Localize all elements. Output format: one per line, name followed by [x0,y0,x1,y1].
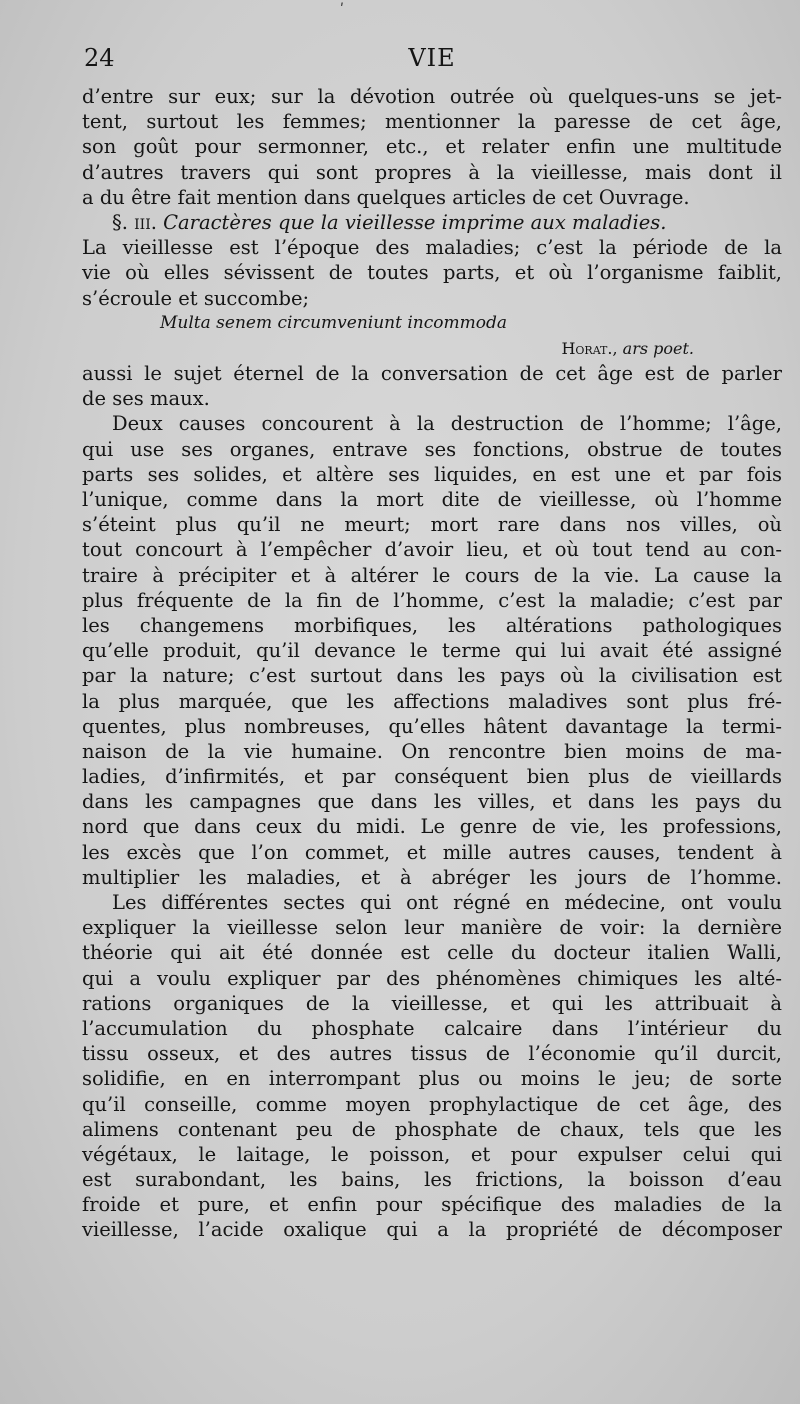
text-line: nord que dans ceux du midi. Le genre de vie, les professions, [82,815,782,839]
section-title: Caractères que la vieillesse imprime aux maladies. [163,210,667,234]
text-line: traire à précipiter et à altérer le cours de la vie. La cause la [82,563,782,587]
text-line: multiplier les maladies, et à abréger les jours de l’homme. [82,865,782,889]
text-line: qu’il conseille, comme moyen prophylactique de cet âge, des [82,1092,782,1116]
text-line: Les différentes sectes qui ont régné en médecine, ont voulu [112,891,782,914]
text-line: tent, surtout les femmes; mentionner la paresse de cet âge, [82,110,782,134]
text-line: d’autres travers qui sont propres à la vieillesse, mais dont il [82,160,782,184]
quote-attribution: Horat., ars poet. [561,338,694,358]
text-line: végétaux, le laitage, le poisson, et pour expulser celui qui [82,1142,782,1166]
text-line: qui a voulu expliquer par des phénomènes chimiques les alté- [82,966,782,990]
text-line: aussi le sujet éternel de la conversation de cet âge est de parler [82,362,782,386]
text-line: l’unique, comme dans la mort dite de vieillesse, où l’homme [82,488,782,511]
paragraph-5 [82,890,782,1243]
text-line: est surabondant, les bains, les frictions, la boisson d’eau [82,1168,782,1192]
text-line: qui use ses organes, entrave ses fonctions, obstrue de toutes [82,437,782,461]
text-line: son goût pour sermonner, etc., et relater enfin une multitude [82,135,782,159]
text-line: l’accumulation du phosphate calcaire dans l’intérieur du [82,1016,782,1040]
section-number: §. iii. [112,210,157,234]
text-line: rations organiques de la vieillesse, et qui les attribuait à [82,991,782,1015]
page-number: 24 [84,44,115,72]
text-line: tout concourt à l’empêcher d’avoir lieu, et où tout tend au con- [82,538,782,562]
text-line: la plus marquée, que les affections maladives sont plus fré- [82,689,782,713]
quote-author: Horat. [561,338,613,358]
text-line: Deux causes concourent à la destruction de l’homme; l’âge, [112,412,782,436]
text-line: d’entre sur eux; sur la dévotion outrée où quelques-uns se jet- [82,85,782,108]
text-line: plus fréquente de la fin de l’homme, c’est la maladie; c’est par [82,588,782,612]
quote-work: ars poet. [622,338,694,358]
section-heading [82,210,782,235]
ink-mark: ʹ [340,2,344,18]
text-line: a du être fait mention dans quelques articles de cet Ouvrage. [82,185,690,209]
text-line: ladies, d’infirmités, et par conséquent bien plus de vieillards [82,765,782,789]
text-line: expliquer la vieillesse selon leur manière de voir: la dernière [82,916,782,940]
paragraph-1 [82,84,782,210]
text-line: naison de la vie humaine. On rencontre bien moins de ma- [82,739,782,763]
paragraph-2 [82,235,782,311]
text-line: théorie qui ait été donnée est celle du docteur italien Walli, [82,941,782,965]
running-title: VIE [408,44,456,72]
text-line: par la nature; c’est surtout dans les pays où la civilisation est [82,664,782,688]
paragraph-4 [82,411,782,890]
text-line: s’éteint plus qu’il ne meurt; mort rare dans nos villes, où [82,513,782,537]
text-line: vie où elles sévissent de toutes parts, et où l’organisme faiblit, [82,261,782,285]
text-line: alimens contenant peu de phosphate de chaux, tels que les [82,1117,782,1141]
text-line: solidifie, en en interrompant plus ou moins le jeu; de sorte [82,1067,782,1091]
page-text [82,36,782,1243]
text-line: s’écroule et succombe; [82,286,310,310]
text-line: dans les campagnes que dans les villes, et dans les pays du [82,790,782,814]
text-line: vieillesse, l’acide oxalique qui a la propriété de décomposer [82,1218,782,1242]
latin-quote: Multa senem circumveniunt incommoda [160,312,507,333]
paragraph-3 [82,361,782,411]
text-line: tissu osseux, et des autres tissus de l’économie qu’il durcit, [82,1042,782,1066]
text-line: La vieillesse est l’époque des maladies; c’est la période de la [82,236,782,260]
text-line: froide et pure, et enfin pour spécifique des maladies de la [82,1193,782,1217]
page-header [82,36,782,84]
text-line: qu’elle produit, qu’il devance le terme qui lui avait été assigné [82,639,782,663]
text-line: parts ses solides, et altère ses liquides, en est une et par fois [82,462,782,486]
text-line: les excès que l’on commet, et mille autres causes, tendent à [82,840,782,864]
text-line: de ses maux. [82,387,210,411]
text-line: les changemens morbifiques, les altérations pathologiques [82,613,782,637]
text-line: quentes, plus nombreuses, qu’elles hâtent davantage la termi- [82,714,782,738]
